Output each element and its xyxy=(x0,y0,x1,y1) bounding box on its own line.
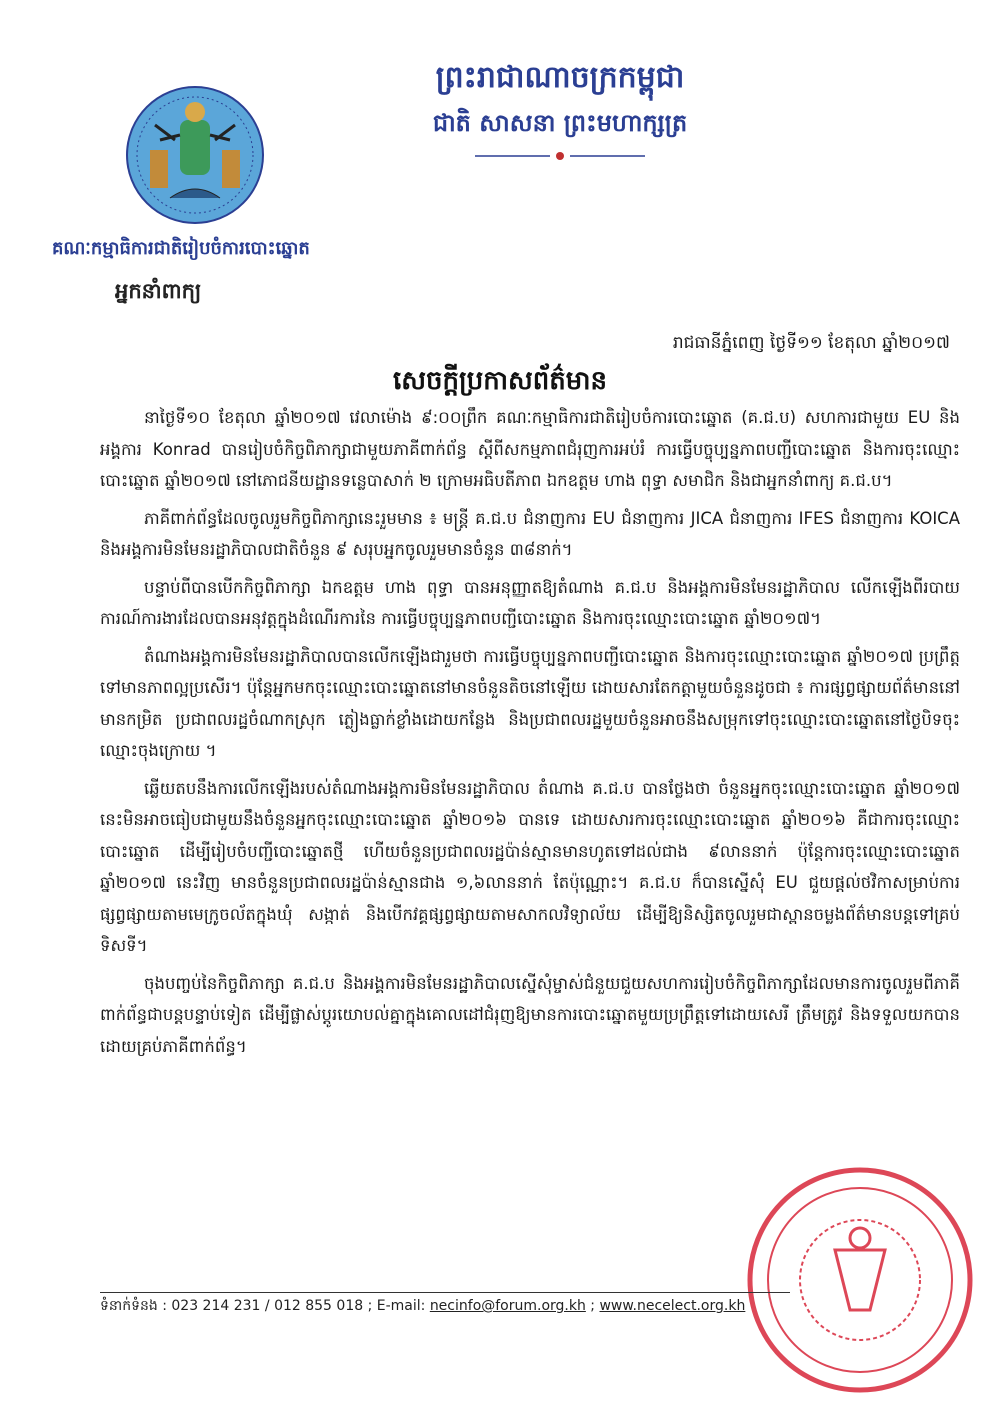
footer-divider xyxy=(100,1292,790,1293)
dateline: រាជធានីភ្នំពេញ ថ្ងៃទី១១ ខែតុលា ឆ្នាំ២០១៧ xyxy=(672,333,950,353)
spokesperson-label: អ្នកនាំពាក្យ xyxy=(115,279,202,303)
press-release-body xyxy=(100,402,960,1068)
paragraph: នាថ្ងៃទី១០ ខែតុលា ឆ្នាំ២០១៧ វេលាម៉ោង ៩:០០ព្រឹក គណៈកម្មាធិការជាតិរៀបចំការបោះឆ្នោត (គ.ជ.ប) សហការជាមួយ EU និងអង្គការ Konrad បានរៀបចំកិច្ចពិភាក្សាជាមួយភាគីពាក់ព័ន្ធ ស្តីពីសកម្មភាពជំរុញការអប់រំ ការធ្វើបច្ចុប្បន្នភាពបញ្ជីបោះឆ្នោត និងការចុះឈ្មោះបោះឆ្នោត ឆ្នាំ២០១៧ នៅភោជនីយដ្ឋានទន្លេបាសាក់ ២ ក្រោមអធិបតីភាព ឯកឧត្តម ហាង ពុទ្ធា សមាជិក និងជាអ្នកនាំពាក្យ គ.ជ.ប។ xyxy=(100,408,960,490)
contact-label: ទំនាក់ទំនង : 023 214 231 / 012 855 018 ; E-mail: xyxy=(100,1298,430,1314)
motto: ជាតិ សាសនា ព្រះមហាក្សត្រ xyxy=(432,108,688,137)
paragraph: ភាគីពាក់ព័ន្ធដែលចូលរួមកិច្ចពិភាក្សានេះរួមមាន ៖ មន្ត្រី គ.ជ.ប ជំនាញការ EU ជំនាញការ JICA ជំនាញការ IFES ជំនាញការ KOICA និងអង្គការមិនមែនរដ្ឋាភិបាលជាតិចំនួន ៩ សរុបអ្នកចូលរួមមានចំនួន ៣៨នាក់។ xyxy=(100,508,960,559)
paragraph: បន្ទាប់ពីបានបើកកិច្ចពិភាក្សា ឯកឧត្តម ហាង ពុទ្ធា បានអនុញ្ញាតឱ្យតំណាង គ.ជ.ប និងអង្គការមិនមែនរដ្ឋាភិបាល លើកឡើងពីរបាយការណ៍ការងារដែលបានអនុវត្តក្នុងដំណើរការនៃ ការធ្វើបច្ចុប្បន្នភាពបញ្ជីបោះឆ្នោត និងការចុះឈ្មោះបោះឆ្នោត ឆ្នាំ២០១៧។ xyxy=(100,577,960,628)
website-link[interactable]: www.necelect.org.kh xyxy=(599,1298,746,1314)
kingdom-title: ព្រះរាជាណាចក្រកម្ពុជា xyxy=(435,60,685,95)
ornament-divider-icon xyxy=(470,150,650,162)
paragraph: ចុងបញ្ចប់នៃកិច្ចពិភាក្សា គ.ជ.ប និងអង្គការមិនមែនរដ្ឋាភិបាលស្នើសុំម្ចាស់ជំនួយជួយសហការរៀបចំកិច្ចពិភាក្សាដែលមានការចូលរួមពីភាគីពាក់ព័ន្ធជាបន្តបន្ទាប់ទៀត ដើម្បីផ្លាស់ប្តូរយោបល់គ្នាក្នុងគោលដៅជំរុញឱ្យមានការបោះឆ្នោតមួយប្រព្រឹត្តទៅដោយសេរី ត្រឹមត្រូវ និងទទួលយកបានដោយគ្រប់ភាគីពាក់ព័ន្ធ។ xyxy=(100,973,960,1056)
paragraph: តំណាងអង្គការមិនមែនរដ្ឋាភិបាលបានលើកឡើងជារួមថា ការធ្វើបច្ចុប្បន្នភាពបញ្ជីបោះឆ្នោត និងការចុះឈ្មោះបោះឆ្នោត ឆ្នាំ២០១៧ ប្រព្រឹត្តទៅមានភាពល្អប្រសើរ។ ប៉ុន្តែអ្នកមកចុះឈ្មោះបោះឆ្នោតនៅមានចំនួនតិចនៅឡើយ ដោយសារតែកត្តាមួយចំនួនដូចជា ៖ ការផ្សព្វផ្សាយព័ត៌មាននៅមានកម្រិត ប្រជាពលរដ្ឋចំណាកស្រុក ភ្លៀងធ្លាក់ខ្លាំងដោយកន្លែង និងប្រជាពលរដ្ឋមួយចំនួនអាចនឹងសម្រុកទៅចុះឈ្មោះបោះឆ្នោតនៅថ្ងៃបិទចុះឈ្មោះចុងក្រោយ ។ xyxy=(100,646,960,760)
footer-separator: ; xyxy=(585,1298,600,1314)
paragraph: ឆ្លើយតបនឹងការលើកឡើងរបស់តំណាងអង្គការមិនមែនរដ្ឋាភិបាល តំណាង គ.ជ.ប បានថ្លែងថា ចំនួនអ្នកចុះឈ្មោះបោះឆ្នោត ឆ្នាំ២០១៧ នេះមិនអាចធៀបជាមួយនឹងចំនួនអ្នកចុះឈ្មោះបោះឆ្នោត ឆ្នាំ២០១៦ បានទេ ដោយសារការចុះឈ្មោះបោះឆ្នោត ឆ្នាំ២០១៦ គឺជាការចុះឈ្មោះបោះឆ្នោត ដើម្បីរៀបចំបញ្ជីបោះឆ្នោតថ្មី ហើយចំនួនប្រជាពលរដ្ឋប៉ាន់ស្មានមានហូតទៅដល់ជាង ៩លាននាក់ ប៉ុន្តែការចុះឈ្មោះបោះឆ្នោត ឆ្នាំ២០១៧ នេះវិញ មានចំនួនប្រជាពលរដ្ឋប៉ាន់ស្មានជាង ១,៦លាននាក់ តែប៉ុណ្ណោះ។ គ.ជ.ប ក៏បានស្នើសុំ EU ជួយផ្តល់ថវិកាសម្រាប់ការផ្សព្វផ្សាយតាមមេក្រូចល័តក្នុងឃុំ សង្កាត់ និងបើកវគ្គផ្សព្វផ្សាយតាមសាកលវិទ្យាល័យ ដើម្បីឱ្យនិស្សិតចូលរួមជាស្ពានចម្លងព័ត៌មានបន្តទៅគ្រប់ទិសទី។ xyxy=(100,778,960,955)
nec-emblem-icon xyxy=(120,80,270,230)
committee-name: គណៈកម្មាធិការជាតិរៀបចំការបោះឆ្នោត xyxy=(52,238,310,259)
email-link[interactable]: necinfo@forum.org.kh xyxy=(429,1298,586,1314)
document-title: សេចក្តីប្រកាសព័ត៌មាន xyxy=(392,366,608,396)
official-seal-icon xyxy=(740,1160,980,1400)
contact-footer xyxy=(100,1296,745,1317)
